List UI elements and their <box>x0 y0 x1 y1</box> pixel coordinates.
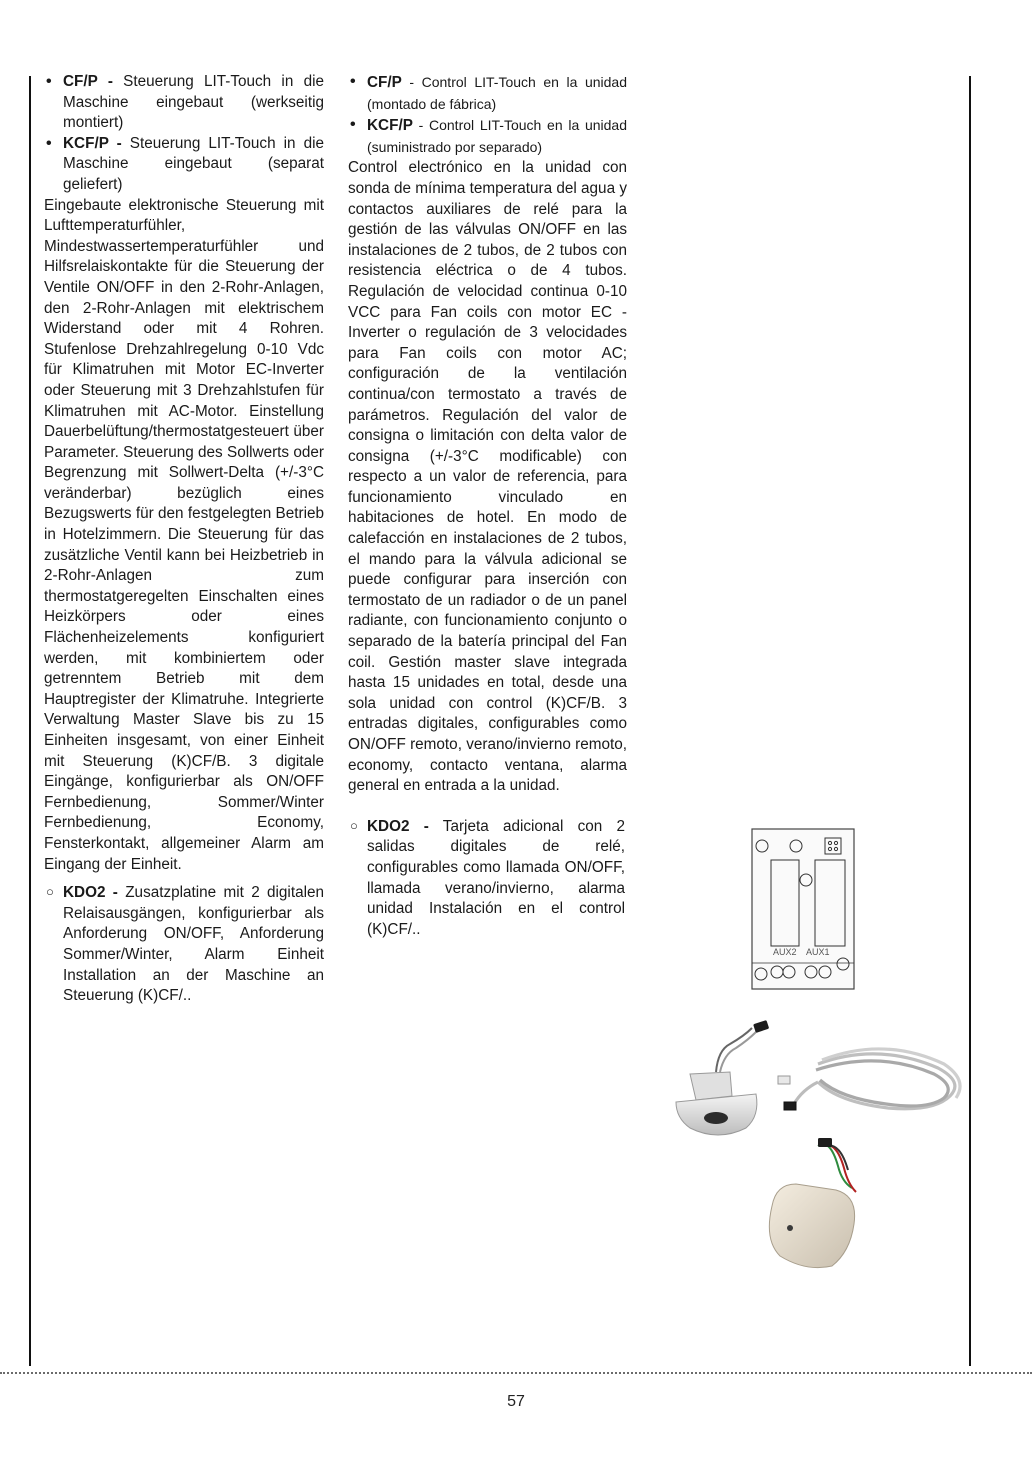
footer-dotted-rule <box>0 1372 1032 1374</box>
german-accessory-kdo2 <box>44 883 324 1007</box>
page-number: 57 <box>507 1393 525 1410</box>
spanish-accessory-kdo2 <box>348 817 625 941</box>
ring-bullet-icon: ○ <box>46 884 54 900</box>
spanish-description: Control electrónico en la unidad con sonda de mínima temperatura del agua y contactos auxiliares de relé para la gestión de las válvulas ON/OFF en las instalaciones de 2 tubos, de 2 tubos con resistencia eléctrica o de 4 tubos. Regulación de velocidad continua 0-10 VCC para Fan coils con motor EC - Inverter o regulación de 3 velocidades para Fan coils con motor AC; configuración de la ventilación continua/con termostato a través de parámetros. Regulación del valor de consigna o limitación con delta valor de consigna (+/-3°C modificable) con respecto a un valor de referencia, para funcionamiento vinculado en habitaciones de hotel. En modo de calefacción en instalaciones de 2 tubos, el mando para la válvula adicional se puede configurar para inserción con termostato de un radiador o de un panel radiante, con funcionamiento conjunto o separado de la batería principal del Fan coil. Gestión master slave integrada hasta 15 unidades en total, desde una sola unidad con control (K)CF/B. 3 entradas digitales, configurables como ON/OFF remoto, verano/invierno remoto, economy, contacto ventana, alarma general en entrada a la unidad. <box>348 159 627 795</box>
item-code: KCF/P - <box>63 134 122 152</box>
bullet-icon: • <box>46 134 52 152</box>
item-text: - Control LIT-Touch en la unidad (suministrado por separado) <box>367 117 627 155</box>
bullet-icon: • <box>350 116 356 134</box>
aux2-label: AUX2 <box>773 947 797 957</box>
right-column-rule <box>969 76 971 1366</box>
touch-panel <box>676 1020 769 1135</box>
item-code: KDO2 - <box>63 884 118 902</box>
spanish-column <box>348 72 627 940</box>
german-description: Eingebaute elektronische Steuerung mit Lufttemperaturfühler, Mindestwassertemperaturfühler und Hilfsrelaiskontakte für die Steuerung der Ventile ON/OFF in den 2-Rohr-Anlagen, den 2-Rohr-Anlagen mit elektrischem Widerstand oder mit 4 Rohren. Stufenlose Drehzahlregelung 0-10 Vdc für Klimatruhen mit Motor EC-Inverter oder Steuerung mit 3 Drehzahlstufen für Klimatruhen mit AC-Motor. Einstellung Dauerbelüftung/thermostatgesteuert über Parameter. Steuerung des Sollwerts oder Begrenzung mit Sollwert-Delta (+/-3°C veränderbar) bezüglich eines Bezugswerts für den festgelegten Betrieb in Hotelzimmern. Die Steuerung für das zusätzliche Ventil kann bei Heizbetrieb in 2-Rohr-Anlagen zum thermostatgeregelten Einschalten eines Heizkörpers oder eines Flächenheizelements konfiguriert werden, mit kombiniertem oder getrenntem Betrieb mit dem Hauptregister der Klimatruhe. Integrierte Verwaltung Master Slave bis zu 15 Einheiten insgesamt, von einer Einheit mit Steuerung (K)CF/B. 3 digitale Eingänge, konfigurierbar als ON/OFF Fernbedienung, Sommer/Winter Fernbedienung, Economy, Fensterkontakt, allgemeiner Alarm am Eingang der Einheit. <box>44 196 324 873</box>
item-code: KDO2 - <box>367 817 429 835</box>
item-code: CF/P - <box>63 73 113 90</box>
item-code: KCF/P <box>367 117 413 135</box>
item-text: - Control LIT-Touch en la unidad (montado de fábrica) <box>367 74 627 112</box>
item-text: Zusatzplatine mit 2 digitalen Relaisausgängen, konfigurierbar als Anforderung ON/OFF, Anforderung Sommer/Winter, Alarm Einheit Installation an der Maschine an Steuerung (K)CF/.. <box>63 884 324 1005</box>
aux1-label: AUX1 <box>806 947 830 957</box>
item-text: Steuerung LIT-Touch in die Maschine eingebaut (separat geliefert) <box>63 134 324 193</box>
lit-touch-kit-image <box>668 1020 968 1272</box>
item-text: Tarjeta adicional con 2 salidas digitales de relé, configurables como llamada ON/OFF, llamada verano/invierno, alarma unidad Instalación en el control (K)CF/.. <box>367 817 625 938</box>
german-item-cfp <box>44 72 324 134</box>
ring-bullet-icon: ○ <box>350 817 358 833</box>
board-outline <box>752 829 854 989</box>
spanish-item-cfp <box>348 72 627 115</box>
bullet-icon: • <box>350 73 356 90</box>
german-column <box>44 72 324 1007</box>
bullet-icon: • <box>46 73 52 90</box>
sensor-housing <box>769 1138 856 1268</box>
relay-board-drawing <box>751 828 855 990</box>
left-column-rule <box>29 76 31 1366</box>
german-item-kcfp <box>44 134 324 196</box>
coiled-cable <box>778 1049 960 1110</box>
spanish-item-kcfp <box>348 115 627 158</box>
item-code: CF/P <box>367 74 402 91</box>
item-text: Steuerung LIT-Touch in die Maschine eingebaut (werkseitig montiert) <box>63 73 324 132</box>
